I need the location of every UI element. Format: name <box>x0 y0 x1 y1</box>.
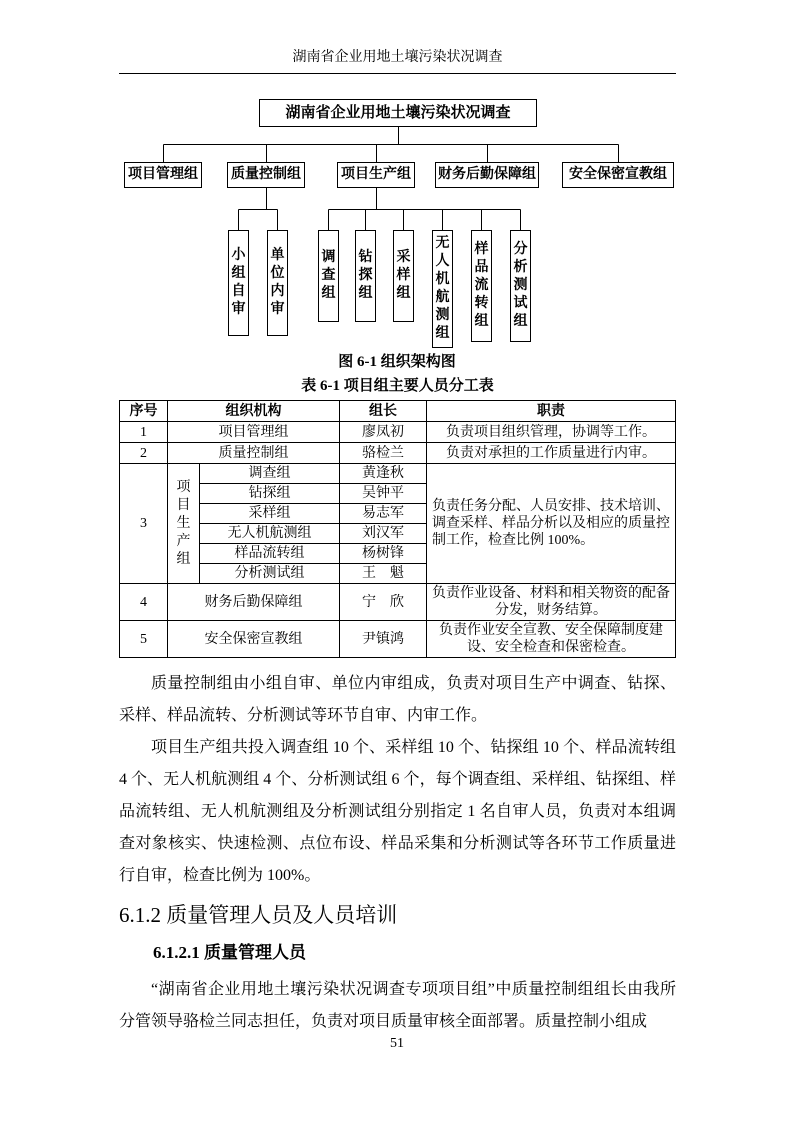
org-chart-box-group-self-review: 小组自审 <box>228 230 249 336</box>
org-chart-box-safety-education: 安全保密宣教组 <box>562 162 674 188</box>
cell-no: 1 <box>120 422 168 443</box>
cell-leader: 廖凤初 <box>340 422 427 443</box>
org-chart-box-analysis-test-group: 分析测试组 <box>510 230 531 342</box>
page-header-title: 湖南省企业用地土壤污染状况调查 <box>292 50 503 65</box>
cell-suborg: 采样组 <box>200 504 340 524</box>
cell-leader: 宁 欣 <box>340 584 427 621</box>
cell-org: 安全保密宣教组 <box>168 621 340 658</box>
cell-org: 质量控制组 <box>168 443 340 464</box>
col-header-duty: 职责 <box>427 401 676 422</box>
org-chart-root-box: 湖南省企业用地土壤污染状况调查 <box>259 99 537 127</box>
cell-duty: 负责作业安全宣教、安全保障制度建设、安全检查和保密检查。 <box>427 621 676 658</box>
table-row <box>120 443 676 464</box>
cell-org: 项目管理组 <box>168 422 340 443</box>
page-header <box>119 46 676 74</box>
org-chart-box-quality-control: 质量控制组 <box>227 162 305 188</box>
cell-org-vertical <box>168 464 200 584</box>
cell-no: 2 <box>120 443 168 464</box>
org-chart-box-uav-survey-group: 无人机航测组 <box>432 230 453 348</box>
col-header-org: 组织机构 <box>168 401 340 422</box>
cell-duty: 负责作业设备、材料和相关物资的配备分发，财务结算。 <box>427 584 676 621</box>
table-row <box>120 584 676 621</box>
cell-duty: 负责项目组织管理，协调等工作。 <box>427 422 676 443</box>
org-chart-box-project-production: 项目生产组 <box>337 162 415 188</box>
table-row <box>120 422 676 443</box>
cell-suborg: 调查组 <box>200 464 340 484</box>
table-section <box>119 374 676 658</box>
org-chart <box>0 95 794 371</box>
cell-leader: 刘汉军 <box>340 524 427 544</box>
cell-leader: 易志军 <box>340 504 427 524</box>
cell-leader: 尹镇鸿 <box>340 621 427 658</box>
section-heading-6121: 6.1.2.1 质量管理人员 <box>153 943 306 962</box>
cell-suborg: 分析测试组 <box>200 564 340 584</box>
vertical-org-label: 项目生产组 <box>176 479 191 567</box>
section-heading-612: 6.1.2 质量管理人员及人员培训 <box>119 903 398 927</box>
table-header-row <box>120 401 676 422</box>
page-number: 51 <box>390 1036 404 1051</box>
cell-suborg: 无人机航测组 <box>200 524 340 544</box>
cell-duty: 负责对承担的工作质量进行内审。 <box>427 443 676 464</box>
paragraph: 项目生产组共投入调查组 10 个、采样组 10 个、钻探组 10 个、样品流转组 4 个、无人机航测组 4 个、分析测试组 6 个，每个调查组、采样组、钻探组、样品流转组、无人机航测组及分析测试组分别指定 1 名自审人员，负责对本组调查对象核实、快速检测、点位布设、样品采集和分析测试等各环节工作质量进行自审，检查比例为 100%。 <box>119 739 676 884</box>
org-chart-box-unit-internal-review: 单位内审 <box>267 230 288 336</box>
cell-suborg: 样品流转组 <box>200 544 340 564</box>
cell-leader: 骆检兰 <box>340 443 427 464</box>
org-chart-box-sampling-group: 采样组 <box>393 230 414 322</box>
cell-org: 财务后勤保障组 <box>168 584 340 621</box>
org-chart-box-project-management: 项目管理组 <box>124 162 202 188</box>
body-text <box>119 668 676 1038</box>
cell-leader: 杨树锋 <box>340 544 427 564</box>
cell-no: 3 <box>120 464 168 584</box>
org-chart-box-finance-logistics: 财务后勤保障组 <box>435 162 539 188</box>
col-header-no: 序号 <box>120 401 168 422</box>
cell-leader: 王 魁 <box>340 564 427 584</box>
table-title: 表 6-1 项目组主要人员分工表 <box>301 378 494 394</box>
org-chart-box-sample-transfer-group: 样品流转组 <box>471 230 492 342</box>
personnel-table <box>119 400 676 658</box>
cell-no: 5 <box>120 621 168 658</box>
cell-duty: 负责任务分配、人员安排、技术培训、调查采样、样品分析以及相应的质量控制工作，检查比例 100%。 <box>427 464 676 584</box>
paragraph: 质量控制组由小组自审、单位内审组成，负责对项目生产中调查、钻探、采样、样品流转、分析测试等环节自审、内审工作。 <box>119 675 676 724</box>
cell-leader: 吴钟平 <box>340 484 427 504</box>
org-chart-box-survey-group: 调查组 <box>318 230 339 322</box>
table-row <box>120 621 676 658</box>
cell-leader: 黄逢秋 <box>340 464 427 484</box>
cell-suborg: 钻探组 <box>200 484 340 504</box>
col-header-leader: 组长 <box>340 401 427 422</box>
paragraph: “湖南省企业用地土壤污染状况调查专项项目组”中质量控制组组长由我所分管领导骆检兰同志担任，负责对项目质量审核全面部署。质量控制小组成 <box>119 981 676 1030</box>
cell-no: 4 <box>120 584 168 621</box>
figure-caption: 图 6-1 组织架构图 <box>338 354 456 370</box>
table-row <box>120 464 676 484</box>
org-chart-box-drilling-group: 钻探组 <box>355 230 376 322</box>
